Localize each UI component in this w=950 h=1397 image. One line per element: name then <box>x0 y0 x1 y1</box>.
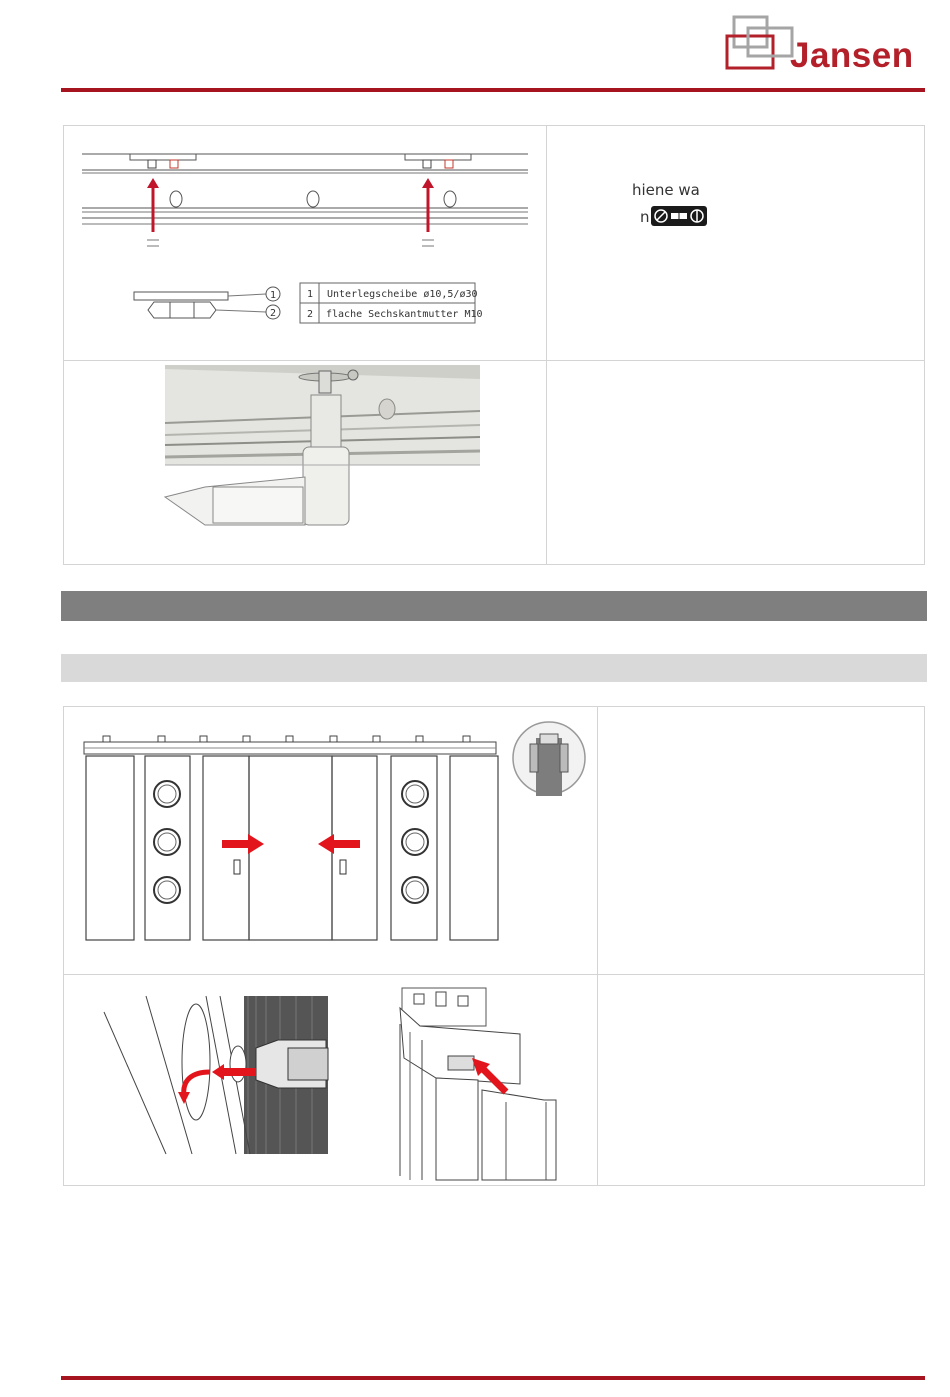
svg-text:1: 1 <box>269 290 277 301</box>
panel-1-row-divider <box>64 360 924 361</box>
legend-label-1: Unterlegscheibe ø10,5/ø30 <box>327 289 478 300</box>
panel-1-divider <box>546 126 547 564</box>
logo-squares-icon <box>724 14 794 74</box>
rail-bolt-rendering <box>165 365 480 525</box>
arrow-right-icon <box>222 834 264 854</box>
panel-2-divider <box>597 707 598 1185</box>
parts-legend <box>300 283 483 323</box>
handle-removal-detail <box>96 992 328 1158</box>
footer-rule <box>61 1376 925 1380</box>
jansen-logo <box>724 14 928 76</box>
callout-1 <box>266 287 280 301</box>
door-panel-slide-detail <box>396 984 560 1180</box>
subsection-header-bar <box>61 654 927 682</box>
arrow-left-icon <box>318 834 360 854</box>
sliding-doors-front-view <box>78 720 593 950</box>
rail-mounting-diagram <box>70 140 540 350</box>
callout-2 <box>266 305 280 319</box>
panel-2-row-divider <box>64 974 924 975</box>
svg-text:2: 2 <box>269 308 277 319</box>
legend-num-1: 1 <box>306 289 314 300</box>
roller-detail-icon <box>513 722 585 796</box>
header-rule <box>61 88 925 92</box>
brand-name: Jansen <box>790 36 914 75</box>
instruction-text-fragment: hiene wa <box>632 181 700 199</box>
spirit-level-icon <box>651 206 707 226</box>
legend-label-2: flache Sechskantmutter M10 <box>326 309 483 320</box>
instruction-text-fragment-2: n <box>640 208 650 226</box>
legend-num-2: 2 <box>306 309 314 320</box>
section-header-bar <box>61 591 927 621</box>
